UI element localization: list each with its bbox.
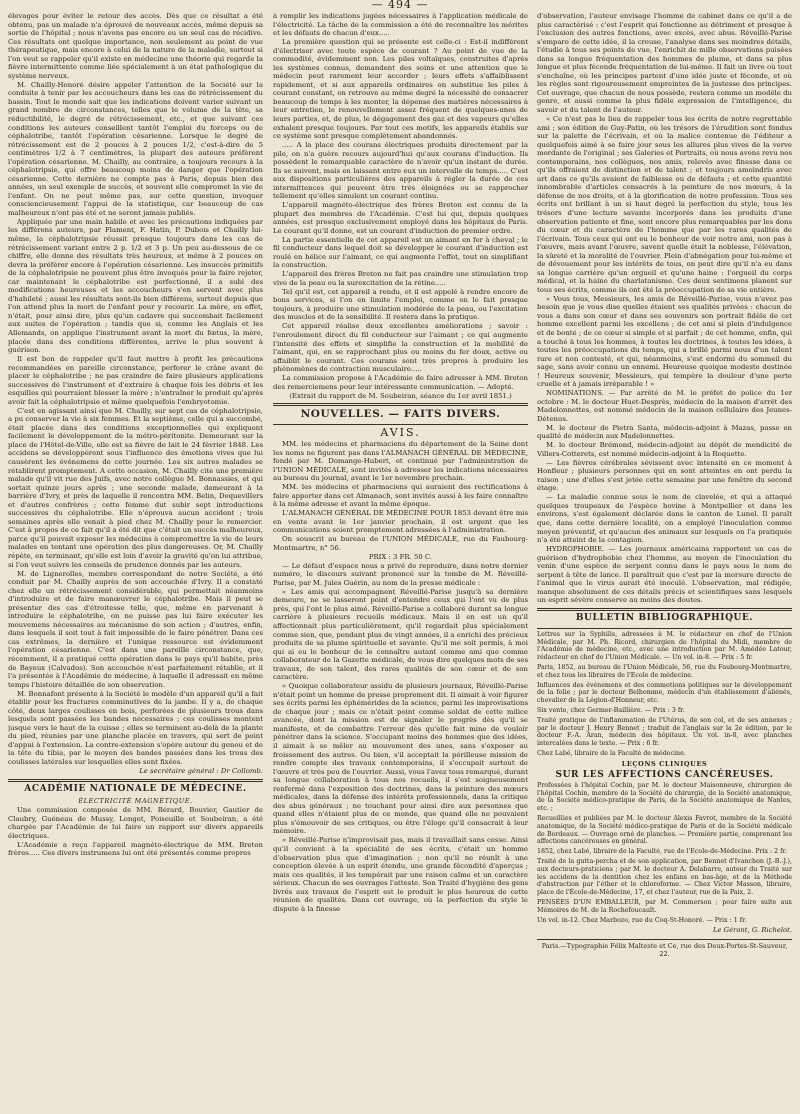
paragraph: Appliquée par une main habile et avec les précautions indiquées par les différens auteurs, par Flament, F. Hatin, P. Dubois et Chailly lui-même, la céphalotripsie réussit presque toujours dans les cas de rétrécissement variant entre 2 p. 1/2 et 3 p. Un peu au-dessous de ce chiffre, elle donne des résultats très heureux, et même à 2 pouces on devra la préférer encore à l'opération césarienne. Les insuccès primitifs de la céphalotripsie ne peuvent plus être invoqués pour la faire rejeter, car maintenant le céphalotribe est perfectionné, il a subi des modifications heureuses et les accoucheurs s'en servent avec plus d'habileté ; aussi les résultats sont-ils bien différens, surtout depuis que l'on attend plus la mort de l'enfant pour y recourir. La mère, en effet, n'était, pour ainsi dire, plus qu'un cadavre qui succombait facilement aux suites de l'opération ; tandis que si, comme les Anglais et les Allemands, on applique l'instrument avant la mort du fœtus, la mère, placée dans des conditions différentes, arrive le plus souvent à guérison. — [8, 217, 263, 355]
bibliography-entry: Six vente, chez Germer-Baillière. — Prix : 3 fr. — [537, 707, 685, 715]
bibliography-entry: Chez Labé, libraire de la Faculté de médecine. — [537, 750, 686, 758]
avis-title: AVIS. — [380, 426, 421, 440]
paragraph: ..... A la place des courans électriques produits directement par la pile, on n'a guère recours aujourd'hui qu'aux courans d'induction. Ils possèdent le remarquable caractère de n'avoir qu'un instant de durée. Ils se suivent, mais en laissant entre eux un intervalle de temps..... C'est aux dispositions particulières des appareils à régler la durée de ces intermittences qui peuvent être très éloignées ou se rapprocher tellement qu'elles simulent un courant continu. — [273, 140, 528, 201]
paragraph: « Les amis qui accompagnent Réveillé-Parise jusqu'à sa dernière demeure, ne se lasseront point d'entendre ceux qui l'ont vu de plus près, qui l'ont le plus aimé. Réveillé-Parise a collaboré durant sa longue carrière à plusieurs recueils médicaux. Mais il en est un qu'il affectionnait plus particulièrement, qu'il regardait plus spécialement comme sien, que, pendant plus de vingt années, il a enrichi des précieux produits de sa plume spirituelle et savante. Qu'il me soit permis, à moi qui ai eu le bonheur de le connaître autant comme ami que comme collaborateur de la Gazette médicale, de vous dire quelques mots de ses travaux, de son talent, des rares qualités de son cœur et de son caractère. — [273, 587, 528, 682]
bibliography-entry: Lettres sur la Syphilis, adressées à M. le rédacteur en chef de l'Union Médicale, par M. Ph. Ricord, chirurgien de l'hôpital du Midi, membre de l'Académie de médecine, etc., avec une introduction par M. Amédée Latour, rédacteur en chef de l'Union Médicale. — Un vol. in-8. — Prix : 5 fr. — [537, 630, 792, 662]
bibliography-entry: PENSÉES D'UN EMBALLEUR, par M. Commerson ; pour faire suite aux Mémoires de M. de la Rochefoucault. — [537, 898, 792, 914]
paragraph: « Ce n'est pas le lieu de rappeler tous les écrits de notre regrettable ami ; son édition de Guy-Patin, où les trésors de l'érudition sont fondus sur la palette de l'écrivain, et où la malice contenue de l'éditeur a quelquefois aimé à se faire jour sous les allures plus vives de la verve mordante de l'original ; ses Galeries et Portraits, où nous avons revu nos contemporains, nos collègues, nos amis, relevés avec finesse dans ce qu'ils offraient de distinction et de talent ; et toujours amoindris avec art dans ce qu'ils avaient de faiblesse ou de défauts ; et cette quantité innombrable d'articles consacrés à la peinture de nos mœurs, à la défense de nos droits, et à la glorification de notre profession. Tous ses écrits ont brillant à un si haut degré la perfection du style, tous les trésors d'une lecture savante incorporés dans les produits d'une observation patiente et fine, sont encore plus remarquables par les dons du cœur et du caractère de l'homme que par les rares qualités de l'écrivain. Tous ceux qui ont eu le bonheur de voir notre ami, non pas à l'œuvre, mais avant l'œuvre, savent quelle était la noblesse, l'élévation, la sûreté et la moralité de l'ouvrier. Plein d'abnégation pour lui-même et de dévouement pour les intérêts de tous, on peut dire qu'il n'a eu dans sa longue carrière qu'un orgueil et qu'une haine : l'orgueil du corps médical, et la haine du charlatanisme. Ces deux sentimens planent sur tous ses écrits, comme ils ont été la préoccupation de sa vie entière. — [537, 114, 792, 294]
nouvelles-title: NOUVELLES. — FAITS DIVERS. — [300, 408, 501, 421]
paragraph: M. le docteur Brémond, médecin-adjoint au dépôt de mendicité de Villers-Cotterets, est nommé médecin-adjoint à la Roquette. — [537, 441, 792, 458]
gerant-signature: Le Gérant, G. Richelot. — [712, 926, 792, 935]
paragraph: La première question qui se présente est celle-ci : Est-il indifférent d'électriser avec toute espèce de courant ? Au point de vue de la commodité, évidemment non. Les piles voltaïques, construites d'après les systèmes connus, demandent des soins et une attention que le médecin peut rarement leur accorder ; leurs effets s'affaiblissent rapidement, et si aux appareils ordinaires on substitue les piles à courant constant, on retrouve au même degré la nécessité de consacrer beaucoup de temps à les monter, la dépense des matières nécessaires à leur entretien, le renouvellement assez fréquent de quelques-unes de leurs parties, et, de plus, le dégagement des gaz et des vapeurs qu'elles exhalent presque toujours. Par tout ces motifs, les appareils établis sur ce système sont presque complètement abandonnés. — [273, 38, 528, 141]
paragraph: C'est en agissant ainsi que M. Chailly, sur sept cas de céphalotripsie, a pu conserver la vie à six femmes. Et la septième, celle qui a succombé, était placée dans des conditions exceptionnelles qui expliquent facilement le développement de la métro-péritonite. Demeurant sur la place de l'Hôtel-de-Ville, elle est sa fièvre de lait le 24 février 1848. Les accidens se développèrent sous l'influence des émotions vives que lui causèrent les événemens de cette journée. Les six autres malades se rétablirent promptement. A cette occasion, M. Chailly cite une première malade qu'il vit rue des Juifs, avec notre collègue M. Bonnassies, et qui sortait quinze jours après ; une seconde malade, demeurant à la barrière d'Ivry, et près de laquelle il rencontra MM. Belin, Dequevillers et d'autres confrères ; cette femme dut subir sept introductions successives du céphalotribe. Elle n'éprouva aucun accident ; trois semaines après elle venait à pied chez M. Chailly pour le remercier. C'est à propos de ce fait qu'il a été dit que c'était un succès malheureux, parce qu'il pouvait exposer les médecins à compromettre la vie de leurs malades en tentant une opération des plus dangereuses. Or, M. Chailly répète, en terminant, qu'elle est loin d'avoir la gravité qu'on lui attribue, si l'on veut suivre les conseils de prudence donnés par les auteurs. — [8, 406, 263, 569]
section-divider — [8, 779, 263, 782]
paragraph: M. Chailly-Honoré désire appeler l'attention de la Société sur la conduite à tenir par les accoucheurs dans les cas de rétrécissement du bassin. Tout le monde sait que les indications doivent varier suivant un grand nombre de circonstances, telles que le volume de la tête, sa réductibilité, le degré de rétrécissement, etc., et que suivant ces conditions les auteurs conseillent tantôt l'emploi du forceps ou de céphalotribe, tantôt l'opération césarienne. Lorsque le degré de rétrécissement est de 2 pouces à 2 pouces 1/2, c'est-à-dire de 5 centimètres 1/2 à 7 centimètres, la plupart des auteurs préfèrent l'opération césarienne. M. Chailly, au contraire, a toujours recours à la céphalotripsie, qui offre beaucoup moins de danger que l'opération césarienne. Cette dernière ne compte pas à Paris, depuis bien des années, un seul exemple de succès, et souvent elle compromet la vie de l'enfant. On ne peut même pas, sur cette question, invoquer consciencieusement l'appui de la statistique, car beaucoup de cas malheureux n'ont pas été et ne seront jamais publiés. — [8, 80, 263, 217]
paragraph: « Vous tous, Messieurs, les amis de Réveillé-Parise, vous n'avez pas besoin que je vous dise quelles étaient ses qualités privées : chacun de vous a dans son cœur et dans ses souvenirs son portrait fidèle de cet homme excellent parmi les excellens ; de cet ami si plein d'indulgence et de bonté ; de ce cœur si simple et si parfait ; de cet homme, enfin, qui a touché à tous les hommes, à toutes les doctrines, à toutes les idées, à toutes les préoccupations du temps, qui a brillé parmi nous d'un talent rare et non contesté, et qui, néanmoins, s'est endormi du sommeil du sage, sans avoir connu un ennemi. Heureuse quoique modeste destinée ! Heureux souvenir, Messieurs, qui tempère la douleur d'une perte cruelle et à jamais irréparable ! » — [537, 294, 792, 389]
paragraph: Cet appareil réalise deux excellentes améliorations ; savoir : l'enroulement direct du fil conducteur sur l'aimant ; ce qui augmente l'intensité des effets et simplifie la construction et la mobilité de l'aimant, qui, en se rapprochant plus ou moins du fer doux, active ou affaiblit le courant. Ces courans sont très propres à produire les phénomènes de contraction musculaire..... — [273, 322, 528, 374]
price-line: PRIX : 3 FR. 50 C. — [368, 552, 433, 561]
secretary-signature: Le secrétaire général : Dr Collomb. — [139, 767, 263, 776]
section-divider — [273, 424, 528, 425]
bibliography-list — [537, 631, 792, 758]
paragraph: Une commission composée de MM. Bérard, Bouvier, Gautier de Claubry, Guéneau de Mussy, Longet, Poiseuille et Soubeiran, a été chargée par l'Académie de lui faire un rapport sur divers appareils électriques. — [8, 806, 263, 840]
paragraph: On souscrit au bureau de l'UNION MÉDICALE, rue du Faubourg-Montmartre, n° 56. — [273, 535, 528, 552]
paragraph: L'ALMANACH GÉNÉRAL DE MÉDECINE POUR 1853 devant être mis en vente avant le 1er janvier prochain, il est urgent que les communications soient promptement adressées à l'administration. — [273, 509, 528, 535]
paragraph: « Réveillé-Parise n'improvisait pas, mais il travaillait sans cesse. Ainsi qu'il convient à la spécialité de ses écrits, c'était un homme d'observation plus que d'imagination ; non qu'il ne réunît à une conception élevée à un esprit étendu, une grande fécondité d'aperçus ; mais ces qualités, il les tempérait par une raison calme et un caractère sérieux. Chacun de ses ouvrages l'atteste. Son Traité d'hygiène des gens livrés aux travaux de l'esprit est le produit le plus heureux de cette réunion de qualités. Dans cet ouvrage, où la perfection du style le dispute à la finesse — [273, 836, 528, 913]
paragraph: Tel qu'il est, cet appareil a rendu, et il est appelé à rendre encore de bons services, si l'on en limite l'emploi, comme on le fait presque toujours, à produire une stimulation modérée de la peau, ou l'excitation des muscles et de la sensibilité. Il restera dans la pratique. — [273, 287, 528, 322]
section-divider — [537, 608, 792, 611]
section-divider — [273, 403, 528, 406]
bibliography-entry: 1852, chez Labé, libraire de la Faculté, rue de l'Ecole-de-Médecine. Prix : 2 fr. — [537, 848, 787, 856]
section-divider — [537, 939, 792, 940]
bibliography-entry: Professées à l'hôpital Cochin, par M. le docteur Maisonneuve, chirurgien de l'hôpital Cochin, membre de la Société de chirurgie, de la Société anatomique, de la Société médico-pratique de Paris, de la Société anatomique de Nantes, etc. ; — [537, 781, 792, 813]
academie-title: ACADÉMIE NATIONALE DE MÉDECINE. — [24, 784, 247, 795]
bibliography-entry: Recueillies et publiées par M. le docteur Alexis Favrot, membre de la Société anatomique, de la Société médico-pratique de Paris et de la Société médicale de Bordeaux. — Ouvrage orné de planches. — Première partie, comprenant les affections cancéreuses en général. — [537, 815, 792, 846]
paragraph: L'appareil magnéto-électrique des frères Breton est connu de la plupart des membres de l'Académie. C'est lui qui, depuis quelques années, est presque exclusivement employé dans les hôpitaux de Paris. Le courant qu'il donne, est un courant d'induction de premier ordre. — [273, 201, 528, 235]
bibliography-list — [537, 782, 792, 925]
paragraph: La commission propose à l'Académie de faire adresser à MM. Breton des remerciemens pour leur intéressante communication. — Adopté. — [273, 374, 528, 391]
paragraph: « Quoique collaborateur assidu de plusieurs journaux, Réveillé-Parise n'était point un homme de presse proprement dit. Il aimait à voir figurer ses écrits parmi les éphémérides de la science, parmi les improvisations de chaque jour ; mais ce n'était point comme soldat de cette milice avancée, dont la mission est de signaler le progrès dès qu'il se manifeste, et de combattre l'erreur dès qu'elle fait mine de vouloir pénétrer dans la science. S'occupant moins des hommes que des idées, il aimait à se mêler au mouvement des unes, sans s'exposer au froissement des autres. Ou bien, s'il acceptait la périlleuse mission de rendre compte des travaux contemporains, il s'occupait surtout de l'œuvre et très peu de l'ouvrier. Aussi, vous l'avez tous remarqué, durant sa longue collaboration à tous nos recueils, il s'est soigneusement renfermé dans l'exposition des doctrines, dans la peinture des mœurs médicales, dans la défense des intérêts professionnels, dans la critique des abus généraux ; ne touchant pour ainsi dire aux personnes que quand elles n'étaient plus de ce monde, que quand elle ne pouvaient plus s'émouvoir de ses critiques, ou être l'éloge qu'il consacrait à leur mémoire. — [273, 682, 528, 836]
paragraph: — Les fièvres cérébrales sévissent avec intensité en ce moment à Honfleur ; plusieurs personnes qui en sont atteintes en ont perdu la raison ; une d'elles s'est jetée cette semaine par une fenêtre du second étage. — [537, 458, 792, 493]
paragraph: M. de Lignerolles, membre correspondant de notre Société, a été conduit par M. Chailly auprès de son accouchée d'Ivry. Il a constaté chez elle un rétrécissement considérable, qui permettait néanmoins d'introduire et de faire manœuvrer le céphalotribe. Mais il peut se présenter des cas d'étroitesse telle, que, même en parvenant à introduire le céphalotribe, on ne puisse pas lui faire exécuter les mouvemens nécessaires au mécanisme de son action ; d'autres, enfin, dans lesquels il soit tout à fait impossible de le faire pénétrer. Dans ces cas extrêmes, la dernière et l'unique ressource est évidemment l'opération césarienne. C'est dans une pareille circonstance, que, récemment, il a pratiqué cette opération dans le pays qu'il habite, près de Bayeux (Calvados). Son accouchée n'est parfaitement rétablie, et il l'a présentée à l'Académie de médecine, à laquelle il adressait en même temps l'histoire détaillée de son observation. — [8, 569, 263, 689]
academie-subtitle: ÉLECTRICITÉ MAGNÉTIQUE. — [78, 797, 193, 806]
bibliography-entry: Traité pratique de l'inflammation de l'Utérus, de son col, et de ses annexes ; par le docteur J. Henry Bennet ; traduit de l'anglais sur la 2e édition, par le docteur F.-A. Aran, médecin des hôpitaux. Un vol. in-8, avec planches intercalées dans le texte. — Prix : 6 fr. — [537, 716, 792, 748]
bulletin-title: BULLETIN BIBLIOGRAPHIQUE. — [575, 612, 754, 623]
bibliography-entry: Traité de la gutta-percha et de son application, par Bennet d'Ivanchon (J.-B.-J.), aux docteurs-praticiens ; par M. le docteur A. Delabarre, auteur du Traité sur les accidens de la dentition chez les enfans en bas-âge, et de la Méthode d'abstraction par l'éther et le chloroforme. — Chez Victor Masson, libraire, place de l'École-de-Médecine, 17, et chez l'auteur, rue de la Paix, 2. — [537, 857, 792, 897]
paragraph: MM. les médecins et pharmaciens qui auraient des rectifications à faire apporter dans cet Almanach, sont invités aussi à les faire connaître à la même adresse et avant la même époque. — [273, 483, 528, 509]
report-citation: (Extrait du rapport de M. Soubeiran, séance du 1er avril 1851.) — [289, 391, 512, 400]
paragraph: élevages pour éviter le retour des accès. Dès que ce résultat a été obtenu, pas un malade n'a éprouvé de nouveaux accès, même depuis sa sortie de l'hôpital ; nous n'avons pas encore eu un seul cas de récidive. Ces résultats ont quelque importance, non seulement au point de vue thérapeutique, mais encore à celui de la nature de la maladie, surtout si l'on veut se rappeler qu'il existe en médecine une théorie qui regarde la fièvre intermittente comme liée spécialement à un état pathologique du système nerveux. — [8, 12, 263, 80]
paragraph: L'Académie a reçu l'appareil magnéto-électrique de MM. Breton frères..... Ces divers instrumens lui ont été présentés comme propres — [8, 840, 263, 858]
bibliography-entry: Influences des événemens et des commotions politiques sur le développement de la folie ; par le docteur Belhomme, médecin d'un établissement d'aliénés, chevalier de la Légion-d'Honneur, etc. — [537, 681, 792, 705]
paragraph: — Le défaut d'espace nous a privé de reproduire, dans notre dernier numéro, le discours suivant prononcé sur la tombe de M. Réveillé-Parise, par M. Jules Guérin, au nom de la presse médicale : — [273, 561, 528, 587]
paragraph: Il est bon de rappeler qu'il faut mettre à profit les précautions recommandées en pareille circonstance, perforer le crâne avant de placer le céphalotribe ; ne pas craindre de faire plusieurs applications successives de l'instrument et d'extraire à chaque fois les débris et les esquilles qui pourraient blesser la mère ; n'entraîner le produit qu'après avoir fait la céphalotripsie et même quelquefois l'embryotomie. — [8, 355, 263, 406]
lecons-title: LEÇONS CLINIQUES — [621, 759, 708, 768]
paragraph: HYDROPHOBIE. — Les journaux américains rapportent un cas de guérison d'hydrophobie chez l'homme, au moyen de l'inoculation du venin d'une espèce de serpent connu dans le pays sous le nom de serpent à tête de lance. Il paraîtrait que c'est par la morsure directe de l'animal que le virus aurait été inoculé. L'observation, mal rédigée, manque absolument de ces détails précis et scientifiques sans lesquels un esprit sévère conserve au moins des doutes. — [537, 545, 792, 605]
paragraph: M. Bonnafont présente à la Société le modèle d'un appareil qu'il a fait établir pour les fractures comminutives de la jambe. Il y a, de chaque côté, deux larges coulisses en bois, perforées de plusieurs trous dans lesquels sont passées les bandes nécessaires ; ces coulisses montent jusque vers le haut de la cuisse ; elles se terminent au-delà de la plante du pied, réunies par une planche placée en travers, qui sert de point d'appui à l'extension. La contre-extension s'opère autour du genou et de la tête du tibia, par le moyen des bandes passées dans les trous des coulisses latérales sur lesquelles elles sont fixées. — [8, 689, 263, 766]
paragraph: à remplir les indications jugées nécessaires à l'application médicale de l'électricité. La tâche de la commission a été de reconnaître les mérites et les défauts de chacun d'eux..... — [273, 12, 528, 38]
paragraph: La partie essentielle de cet appareil est un aimant en fer à cheval ; le fil conducteur dans lequel doit se développer le courant d'induction est roulé en hélice sur l'aimant, ce qui augmente l'effet, tout en simplifiant la construction. — [273, 235, 528, 270]
paragraph: — La maladie connue sous le nom de clavelée, et qui a attaqué quelques troupeaux de l'espèce bovine à Montpellier et dans les environs, s'est également déclarée dans le canton de Lunel. Il paraît que, dans cette dernière localité, on a employé l'inoculation comme moyen préventif, et qu'aucun des animaux sur lesquels on l'a pratiquée n'a été atteint de la contagion. — [537, 493, 792, 545]
paragraph: NOMINATIONS. — Par arrêté de M. le préfet de police du 1er octobre : M. le docteur Huet-Desprès, médecin de la maison d'arrêt des Madelonnettes, est nommé médecin de la maison cellulaire des Jeunes-Détenus. — [537, 389, 792, 423]
paragraph: M. le docteur de Pietra Santa, médecin-adjoint à Mazas, passe en qualité de médecin aux Madelonnettes. — [537, 423, 792, 441]
column-2 — [273, 12, 528, 1102]
page-number: — 494 — — [371, 0, 429, 11]
paragraph: MM. les médecins et pharmaciens du département de la Seine dont les noms ne figurent pas dans l'ALMANACH GÉNÉRAL DE MÉDECINE, fondé par M. Domange-Hubert, et continué par l'administration de l'UNION MÉDICALE, sont invités à adresser les indications nécessaires au bureau du journal, avant le 1er novembre prochain. — [273, 440, 528, 483]
section-divider — [537, 628, 792, 629]
paragraph: L'appareil des frères Breton ne fait pas craindre une stimulation trop vive de la peau ou la surexcitation de la rétine..... — [273, 270, 528, 287]
paragraph: d'observation, l'auteur envisage l'homme de cabinet dans ce qu'il a de plus caractérisé : c'est l'esprit qui fonctionne au détriment et presque à l'exclusion des autres fonctions, avec excès, avec abus. Réveillé-Parise s'empare de cette idée, il la creuse, l'analyse dans ses moindres détails, l'étudie à tous ses points de vue, l'enrichit de mille observations puisées dans sa longue fréquentation des hommes de plume, et dans sa plus longue et plus féconde fréquentation de lui-même. Il fait un livre où tout s'enchaîne, où les principes partent d'une idée juste et féconde, et où les règles sont rigoureusement empreintes de la justesse des principes. Cet ouvrage, que chacun de nous possède, restera comme un modèle du genre, et aussi comme la plus fidèle expression de l'intelligence, du savoir et du talent de l'auteur. — [537, 12, 792, 115]
affections-title: SUR LES AFFECTIONS CANCÉREUSES. — [555, 769, 774, 780]
bibliography-entry: Paris, 1852, au bureau de l'Union Médicale, 56, rue du Faubourg-Montmartre, et chez tous les libraires de l'Ecole de médecine. — [537, 664, 792, 679]
column-1 — [8, 12, 263, 1102]
printer-imprint: Paris.—Typographie Félix Malteste et Ce, rue des Deux-Portes-St-Sauveur, 22. — [541, 941, 788, 959]
column-3 — [537, 12, 792, 1102]
bibliography-entry: Un vol. in-12. Chez Marbozo, rue du Coq-St-Honoré. — Prix : 1 fr. — [537, 916, 747, 924]
